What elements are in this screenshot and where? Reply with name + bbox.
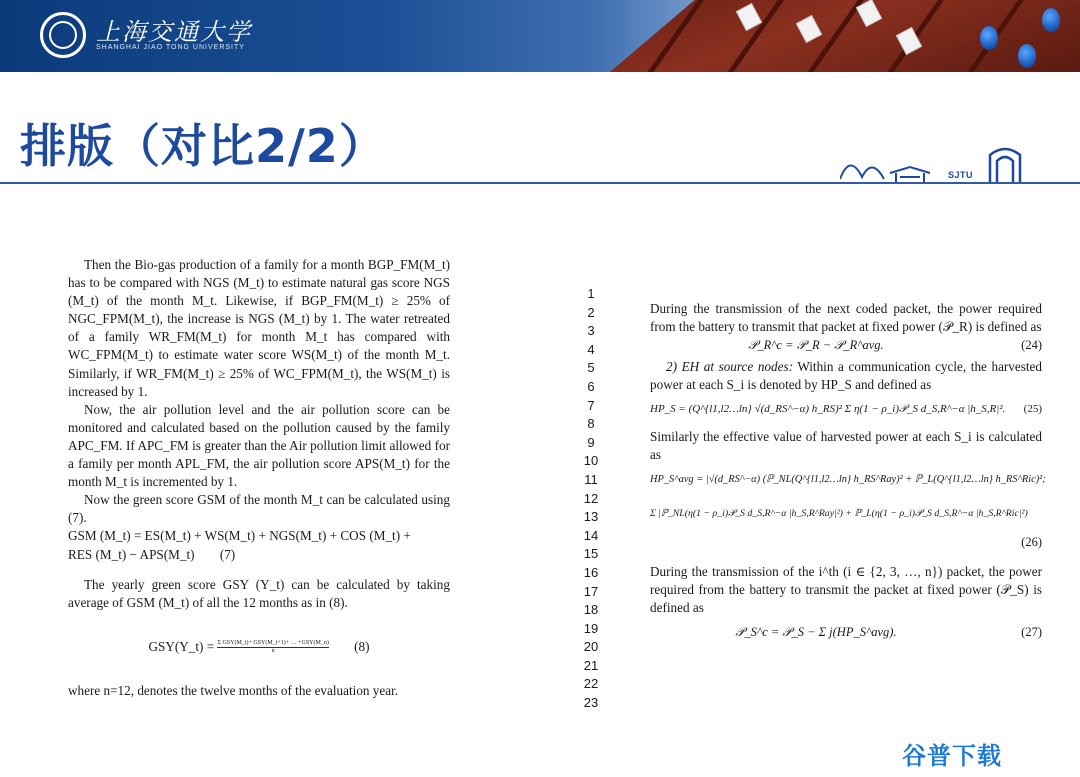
sjtu-label: SJTU bbox=[948, 170, 974, 180]
line-number: 8 bbox=[587, 416, 595, 432]
line-number: 1 bbox=[587, 286, 595, 301]
roof-eave-photo bbox=[610, 0, 1080, 72]
line-number: 17 bbox=[583, 583, 599, 599]
right-paragraph: During the transmission of the next coded packet, the power required from the battery to transmit that packet at fixed power (𝒫_R) is defined as bbox=[650, 301, 1042, 335]
line-number: 22 bbox=[583, 676, 599, 692]
equation-26-line2: Σ |ℙ_NL(η(1 − ρ_i)𝒫_S d_S,R^−α |h_S,R^Ray|²) + ℙ_L(η(1 − ρ_i)𝒫_S d_S,R^−α |h_S,R^Ric|²) bbox=[650, 507, 1028, 519]
equation-8: GSY(Y_t) = $\frac{\text{Σ GSY(M\_t)+ GSY(M\_t+1)+ … +GSY(M\_n)}}{n}$ (8) bbox=[148, 638, 370, 655]
left-paragraph: where n=12, denotes the twelve months of the evaluation year. bbox=[68, 682, 399, 698]
line-number: 4 bbox=[587, 341, 595, 357]
equation-8-fraction: $\frac{\text{Σ GSY(M\_t)+ GSY(M\_t+1)+ … +GSY(M\_n)}}{n}$ bbox=[217, 640, 329, 655]
line-number: 6 bbox=[587, 378, 595, 394]
right-paragraph: Similarly the effective value of harvested power at each S_i is calculated as bbox=[650, 429, 1042, 463]
eave-rib bbox=[642, 0, 704, 72]
equation-25: HP_S = (Q^{l1,l2…ln} √(d_RS^−α) h_RS)² Σ η(1 − ρ_i)𝒫_S d_S,R^−α |h_S,R|². (25) bbox=[650, 394, 1042, 428]
line-number: 15 bbox=[583, 546, 599, 562]
line-number: 3 bbox=[587, 323, 595, 339]
line-number: 10 bbox=[583, 453, 599, 469]
left-paragraph: Then the Bio-gas production of a family for a month BGP_FM(M_t) has to be compared with NGS (M_t) to estimate natural gas score NGS (M_t) of the month M_t. Likewise, if BGP_FM(M_t) ≥ 25% of NGC_FPM(M_t), the increase is NGS (M_t) by 1. The water retreated of a family WR_FM(M_t) for month M_t has compared with WC_FPM(M_t) to estimate water score WS(M_t) of the month M_t. Similarly, if WR_FM(M_t) ≥ 25% of WC_FPM(M_t), the WS(M_t) is increased by 1. bbox=[68, 257, 450, 399]
title-divider bbox=[0, 182, 1080, 184]
left-paragraph: Now the green score GSM of the month M_t can be calculated using (7). bbox=[68, 492, 450, 526]
lantern-icon bbox=[1018, 44, 1036, 68]
equation-7-line1: GSM (M_t) = ES(M_t) + WS(M_t) + NGS(M_t) + COS (M_t) + bbox=[68, 528, 411, 544]
line-number: 13 bbox=[583, 509, 599, 525]
left-paragraph: The yearly green score GSY (Y_t) can be calculated by taking average of GSM (M_t) of all the 12 months as in (8). bbox=[68, 576, 450, 610]
line-number-column bbox=[576, 285, 606, 713]
right-paragraph: 2) EH at source nodes: Within a communication cycle, the harvested power at each S_i is denoted by HP_S and defined as bbox=[650, 359, 1042, 393]
equation-27: 𝒫_S^c = 𝒫_S − Σ j(HP_S^avg). (27) bbox=[650, 617, 1042, 651]
line-number: 7 bbox=[587, 397, 595, 413]
line-number: 20 bbox=[583, 639, 599, 655]
equation-24: 𝒫_R^c = 𝒫_R − 𝒫_R^avg. (24) bbox=[650, 336, 1042, 358]
line-number: 16 bbox=[583, 564, 599, 580]
equation-number: (27) bbox=[1021, 624, 1042, 639]
campus-skyline-icon bbox=[840, 143, 1040, 185]
university-name-en: SHANGHAI JIAO TONG UNIVERSITY bbox=[96, 44, 245, 51]
line-number: 11 bbox=[584, 471, 598, 487]
equation-26-line1: HP_S^avg = |√(d_RS^−α) (ℙ_NL(Q^{l1,l2…ln} h_RS^Ray)² + ℙ_L(Q^{l1,l2…ln} h_RS^Ric)²; bbox=[650, 473, 1046, 485]
eave-tile bbox=[856, 0, 882, 27]
line-number: 23 bbox=[583, 695, 599, 711]
header-banner bbox=[0, 0, 1080, 72]
equation-number: (8) bbox=[354, 638, 370, 654]
line-number: 19 bbox=[583, 620, 599, 636]
lantern-icon bbox=[980, 26, 998, 50]
university-seal-icon bbox=[40, 12, 86, 58]
equation-number: (25) bbox=[1023, 403, 1042, 416]
equation-number: (26) bbox=[1021, 534, 1042, 549]
line-number: 14 bbox=[583, 527, 599, 543]
line-number: 2 bbox=[587, 304, 595, 320]
left-paper-page bbox=[68, 256, 450, 700]
equation-number: (24) bbox=[1021, 338, 1042, 353]
subsection-heading: 2) EH at source nodes: bbox=[666, 359, 793, 375]
line-number: 18 bbox=[583, 602, 599, 618]
equation-26-number-row bbox=[650, 533, 1042, 555]
line-number: 5 bbox=[587, 360, 595, 376]
university-name-cn: 上海交通大学 bbox=[96, 18, 252, 46]
equation-7-line2: RES (M_t) − APS(M_t) (7) bbox=[68, 546, 236, 562]
watermark-logo: 谷普下载 bbox=[902, 742, 1002, 770]
line-number: 9 bbox=[587, 434, 595, 450]
line-number: 21 bbox=[583, 657, 599, 673]
right-paper-page bbox=[650, 300, 1046, 651]
eave-tile bbox=[796, 15, 822, 43]
slide-title: 排版（对比2/2） bbox=[20, 119, 386, 173]
line-number: 12 bbox=[583, 490, 599, 506]
lantern-icon bbox=[1042, 8, 1060, 32]
equation-number: (7) bbox=[219, 546, 236, 562]
left-paragraph: Now, the air pollution level and the air pollution score can be monitored and calculated based on the pollution caused by the family APC_FM. If APC_FM is greater than the Air pollution limit allowed for a family per month APL_FM, the air pollution score APS(M_t) for the month M_t is incremented by 1. bbox=[68, 401, 450, 490]
right-paragraph: During the transmission of the i^th (i ∈ {2, 3, …, n}) packet, the power required from the battery to transmit the packet at fixed power (𝒫_S) is defined as bbox=[650, 563, 1042, 615]
